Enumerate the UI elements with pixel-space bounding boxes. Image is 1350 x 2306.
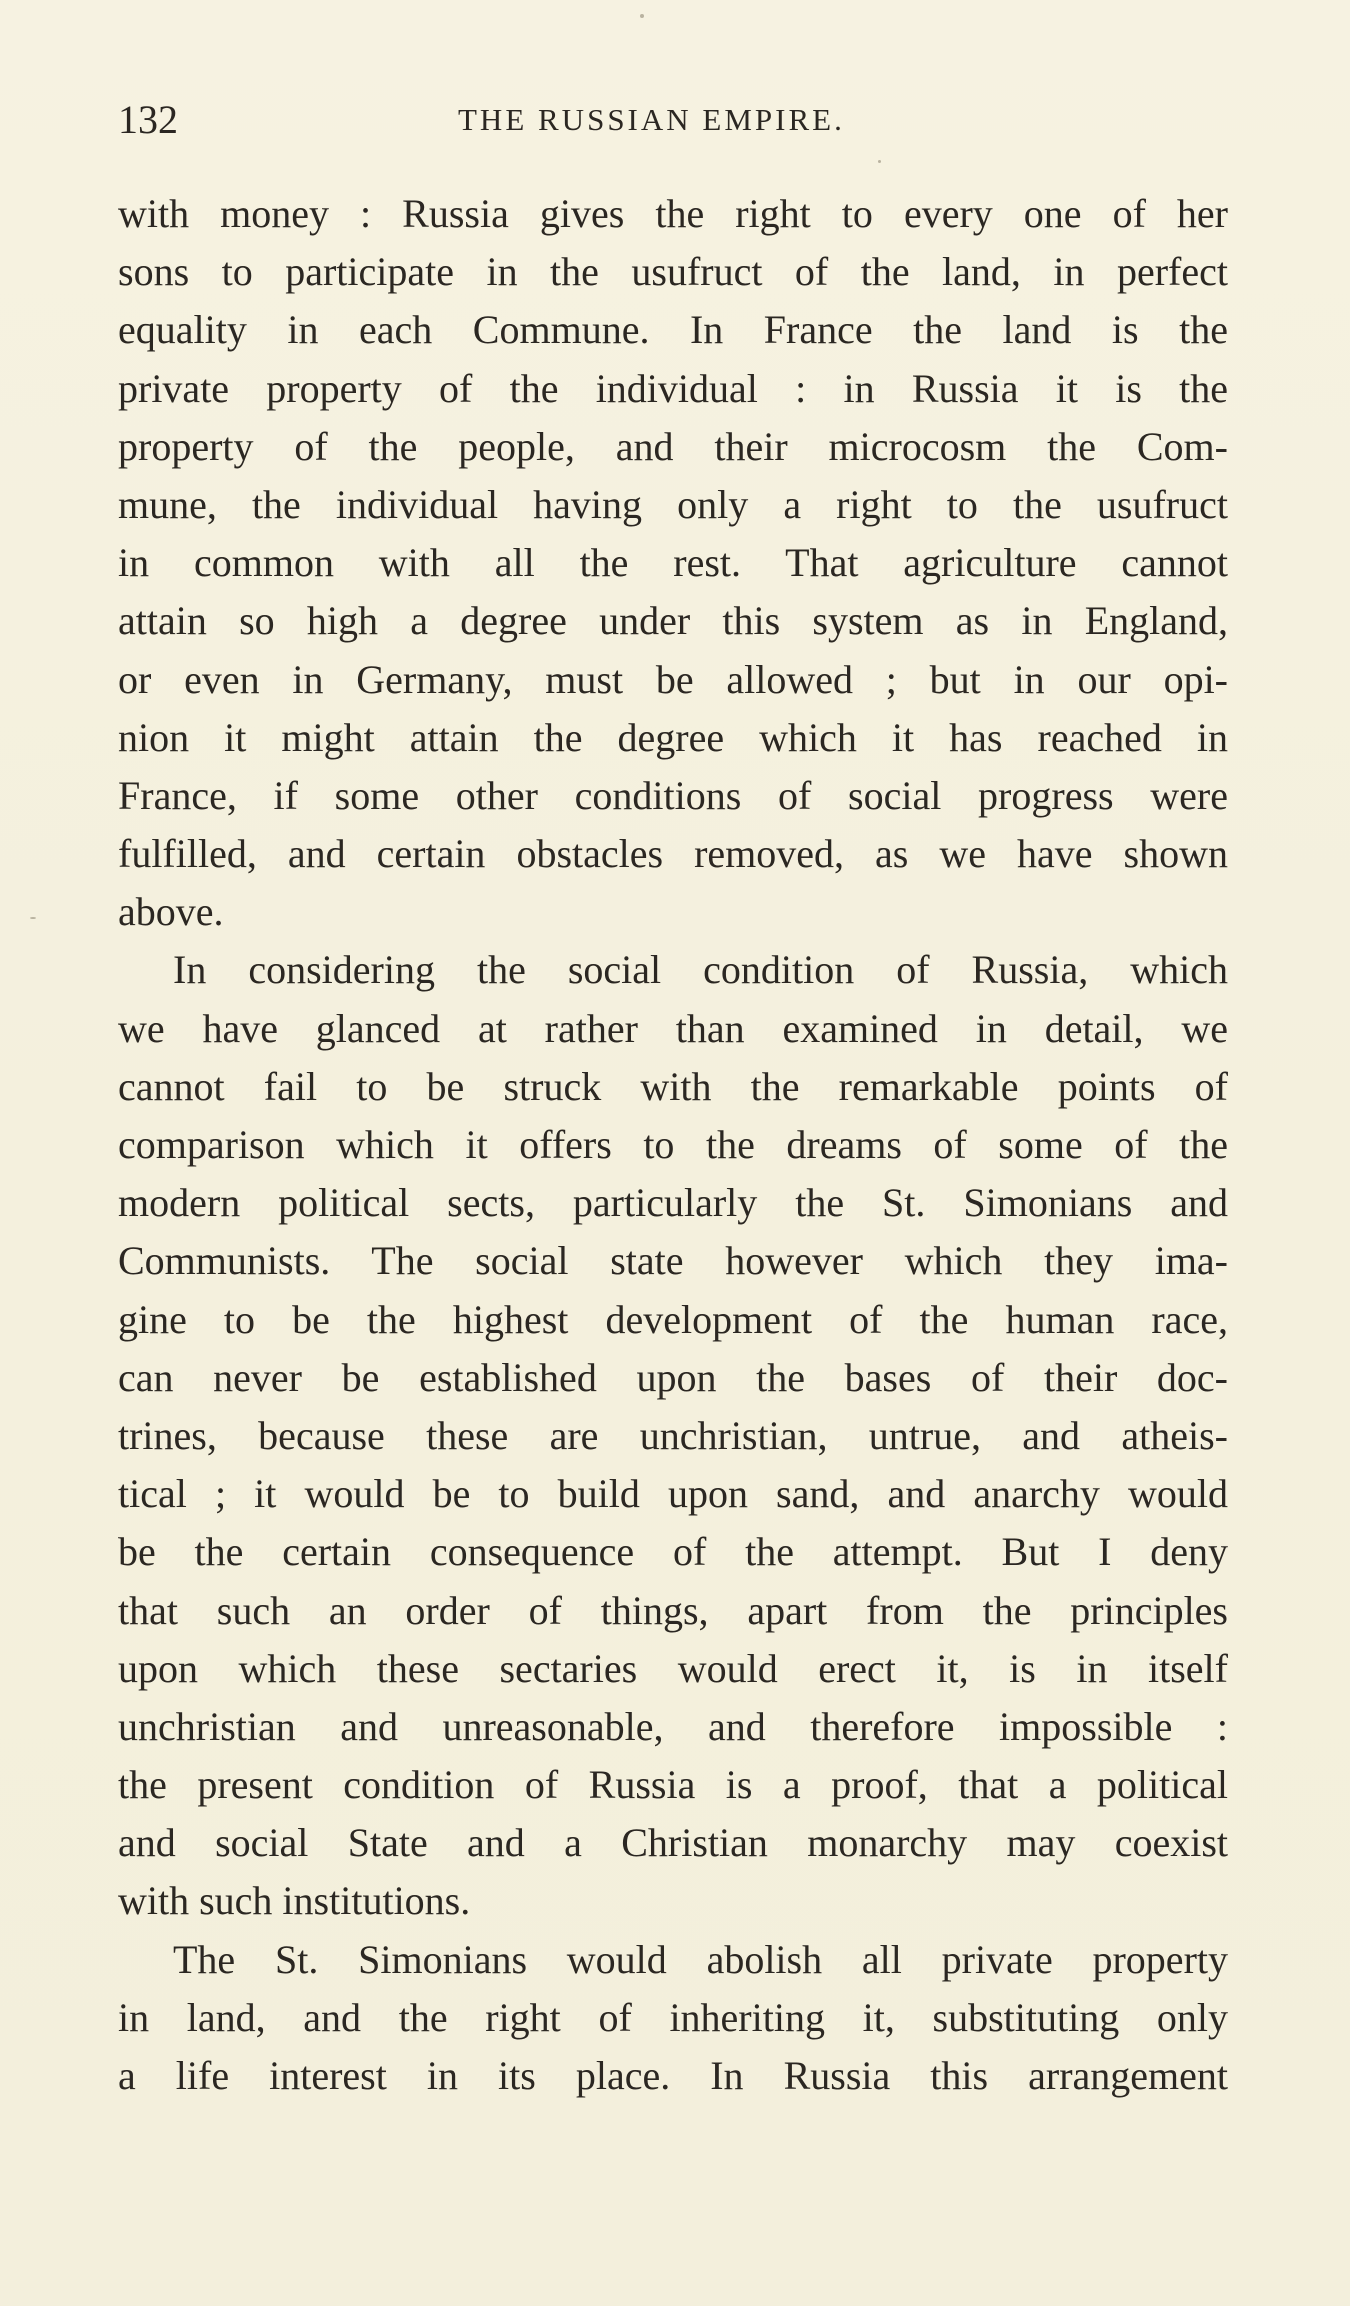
text-line: above.: [118, 889, 224, 935]
text-line: In considering the social condition of Russia, which: [173, 947, 1228, 993]
text-line: France, if some other conditions of social progress were: [118, 772, 1228, 818]
text-line: The St. Simonians would abolish all private property: [173, 1936, 1228, 1982]
text-line: property of the people, and their microcosm the Com-: [118, 423, 1228, 469]
running-head: [118, 95, 1228, 145]
text-line: with such institutions.: [118, 1878, 471, 1924]
text-line: trines, because these are unchristian, untrue, and atheis-: [118, 1412, 1228, 1458]
text-line: gine to be the highest development of the human race,: [118, 1296, 1228, 1342]
text-line: nion it might attain the degree which it has reached in: [118, 714, 1228, 760]
text-line: that such an order of things, apart from the principles: [118, 1587, 1228, 1633]
text-line: attain so high a degree under this system as in England,: [118, 598, 1228, 644]
text-line: with money : Russia gives the right to every one of her: [118, 191, 1228, 236]
text-line: modern political sects, particularly the St. Simonians and: [118, 1180, 1228, 1226]
text-line: private property of the individual : in Russia it is the: [118, 365, 1228, 411]
text-line: we have glanced at rather than examined in detail, we: [118, 1005, 1228, 1051]
text-line: sons to participate in the usufruct of the land, in perfect: [118, 249, 1228, 295]
text-line: unchristian and unreasonable, and therefore impossible :: [118, 1703, 1228, 1749]
text-line: be the certain consequence of the attempt. But I deny: [118, 1529, 1228, 1575]
text-line: upon which these sectaries would erect it, is in itself: [118, 1645, 1228, 1691]
text-line: in common with all the rest. That agriculture cannot: [118, 540, 1228, 586]
body-text: [118, 185, 1228, 2105]
paper-speck: [878, 160, 881, 163]
paper-speck: [30, 917, 36, 919]
text-line: cannot fail to be struck with the remarkable points of: [118, 1063, 1228, 1109]
text-line: Communists. The social state however which they ima-: [118, 1238, 1228, 1284]
text-line: tical ; it would be to build upon sand, and anarchy would: [118, 1471, 1228, 1517]
paper-speck: [640, 14, 644, 18]
running-title: THE RUSSIAN EMPIRE.: [458, 102, 845, 137]
text-line: can never be established upon the bases of their doc-: [118, 1354, 1228, 1400]
text-line: or even in Germany, must be allowed ; but in our opi-: [118, 656, 1228, 702]
text-line: mune, the individual having only a right to the usufruct: [118, 481, 1228, 527]
text-line: in land, and the right of inheriting it, substituting only: [118, 1994, 1228, 2040]
page-number: 132: [118, 97, 178, 142]
text-line: the present condition of Russia is a proof, that a political: [118, 1762, 1228, 1808]
text-line: and social State and a Christian monarchy may coexist: [118, 1820, 1228, 1866]
text-line: fulfilled, and certain obstacles removed, as we have shown: [118, 831, 1228, 877]
text-line: equality in each Commune. In France the land is the: [118, 307, 1228, 353]
text-line: comparison which it offers to the dreams of some of the: [118, 1122, 1228, 1167]
text-line: a life interest in its place. In Russia this arrangement: [118, 2053, 1228, 2098]
